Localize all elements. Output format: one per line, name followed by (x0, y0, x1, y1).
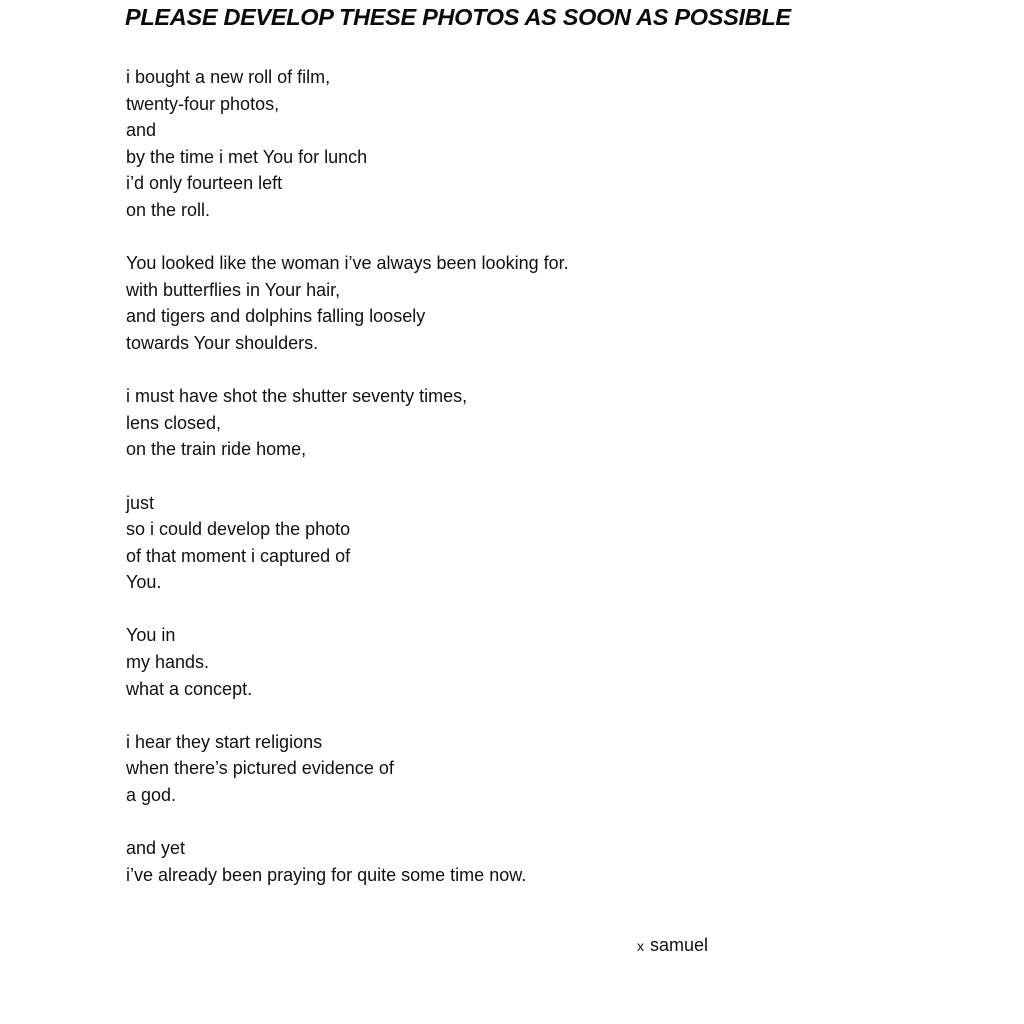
poem-line: my hands. (126, 652, 210, 673)
poem-line: i must have shot the shutter seventy times, (126, 386, 468, 407)
poem-line: lens closed, (126, 412, 222, 433)
stanza (126, 250, 826, 356)
poem-line: You in (126, 625, 176, 646)
poem-line: with butterflies in Your hair, (126, 279, 341, 300)
stanza (126, 64, 826, 224)
poem-line: of that moment i captured of (126, 545, 351, 566)
poem-line: i’d only fourteen left (126, 173, 283, 194)
poem-line: when there’s pictured evidence of (126, 758, 394, 779)
signature (637, 932, 708, 959)
poem-line: i bought a new roll of film, (126, 67, 331, 87)
signature-mark: x (637, 938, 644, 954)
poem-line: and (126, 120, 157, 141)
poem-line: i’ve already been praying for quite some time now. (126, 864, 527, 885)
poem-line: what a concept. (126, 678, 253, 699)
poem-line: i hear they start religions (126, 731, 323, 752)
stanza (126, 383, 826, 463)
stanza (126, 729, 826, 809)
poem-line: just (126, 492, 155, 513)
poem-title: PLEASE DEVELOP THESE PHOTOS AS SOON AS POSSIBLE (125, 4, 791, 30)
poem-line: a god. (126, 785, 177, 806)
poem-line: so i could develop the photo (126, 519, 351, 540)
poem-line: You. (126, 572, 162, 593)
poem-line: towards Your shoulders. (126, 332, 319, 353)
poem-line: and tigers and dolphins falling loosely (126, 306, 426, 327)
poem-body (126, 64, 826, 915)
signature-name: samuel (650, 935, 709, 955)
stanza (126, 622, 826, 702)
poem-line: on the train ride home, (126, 439, 307, 460)
stanza (126, 835, 826, 888)
poem-line: You looked like the woman i’ve always been looking for. (126, 253, 569, 274)
poem-line: on the roll. (126, 199, 211, 220)
stanza (126, 490, 826, 596)
poem-line: and yet (126, 838, 186, 859)
poem-line: by the time i met You for lunch (126, 146, 368, 167)
poem-line: twenty-four photos, (126, 93, 280, 114)
